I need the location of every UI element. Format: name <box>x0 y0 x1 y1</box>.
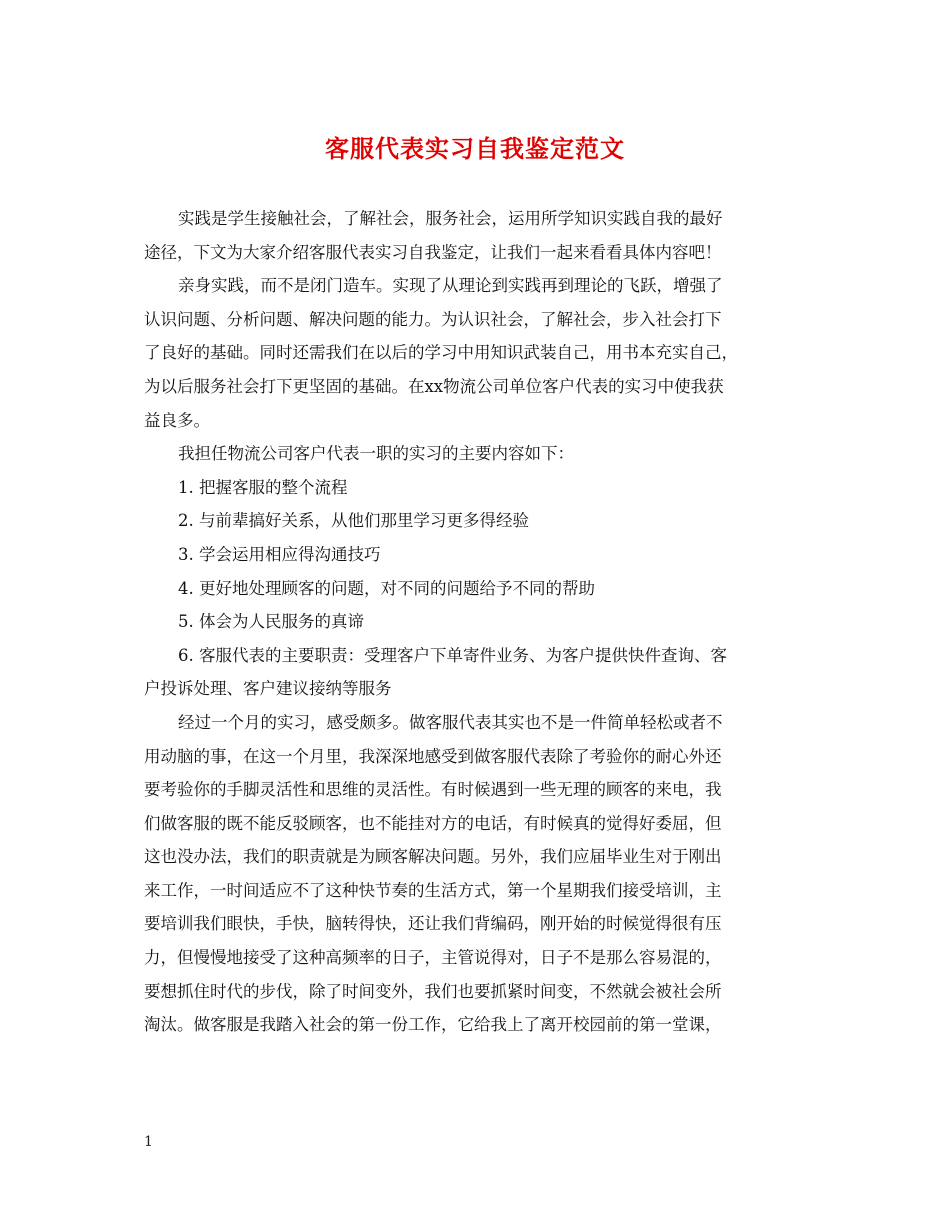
document-body <box>144 202 810 1042</box>
text-line: 4. 更好地处理顾客的问题，对不同的问题给予不同的帮助 <box>178 578 595 598</box>
text-line: 了良好的基础。同时还需我们在以后的学习中用知识武装自己，用书本充实自己， <box>144 343 738 363</box>
text-line: 5. 体会为人民服务的真谛 <box>178 612 364 632</box>
text-line: 亲身实践，而不是闭门造车。实现了从理论到实践再到理论的飞跃，增强了 <box>178 276 723 296</box>
page-number: 1 <box>144 1134 153 1150</box>
text-line: 要想抓住时代的步伐，除了时间变外，我们也要抓紧时间变，不然就会被社会所 <box>144 981 722 1001</box>
text-line: 6. 客服代表的主要职责：受理客户下单寄件业务、为客户提供快件查询、客 <box>178 645 727 665</box>
text-line: 经过一个月的实习，感受颇多。做客服代表其实也不是一件简单轻松或者不 <box>178 712 723 732</box>
text-line: 这也没办法，我们的职责就是为顾客解决问题。另外，我们应届毕业生对于刚出 <box>144 847 722 867</box>
text-line: 淘汰。做客服是我踏入社会的第一份工作，它给我上了离开校园前的第一堂课， <box>144 1015 722 1035</box>
text-line: 来工作，一时间适应不了这种快节奏的生活方式，第一个星期我们接受培训，主 <box>144 880 722 900</box>
text-line: 实践是学生接触社会，了解社会，服务社会，运用所学知识实践自我的最好 <box>178 209 723 228</box>
text-line: 2. 与前辈搞好关系，从他们那里学习更多得经验 <box>178 511 529 531</box>
text-line: 认识问题、分析问题、解决问题的能力。为认识社会，了解社会，步入社会打下 <box>144 309 722 329</box>
text-line: 我担任物流公司客户代表一职的实习的主要内容如下： <box>178 444 574 464</box>
text-line: 要考验你的手脚灵活性和思维的灵活性。有时候遇到一些无理的顾客的来电，我 <box>144 780 722 800</box>
text-line: 用动脑的事，在这一个月里，我深深地感受到做客服代表除了考验你的耐心外还 <box>144 746 722 766</box>
text-line: 益良多。 <box>144 410 210 430</box>
text-line: 要培训我们眼快，手快，脑转得快，还让我们背编码，刚开始的时候觉得很有压 <box>144 914 722 934</box>
text-line: 途径，下文为大家介绍客服代表实习自我鉴定，让我们一起来看看具体内容吧！ <box>144 242 722 262</box>
text-line: 户投诉处理、客户建议接纳等服务 <box>144 679 392 699</box>
text-line: 3. 学会运用相应得沟通技巧 <box>178 544 381 564</box>
text-line: 们做客服的既不能反驳顾客，也不能挂对方的电话，有时候真的觉得好委屈，但 <box>144 813 722 833</box>
text-line: 力，但慢慢地接受了这种高频率的日子，主管说得对，日子不是那么容易混的， <box>144 948 722 968</box>
document-title: 客服代表实习自我鉴定范文 <box>325 134 625 163</box>
text-line: 为以后服务社会打下更坚固的基础。在xx物流公司单位客户代表的实习中使我获 <box>144 376 724 396</box>
text-line: 1. 把握客服的整个流程 <box>178 477 348 497</box>
